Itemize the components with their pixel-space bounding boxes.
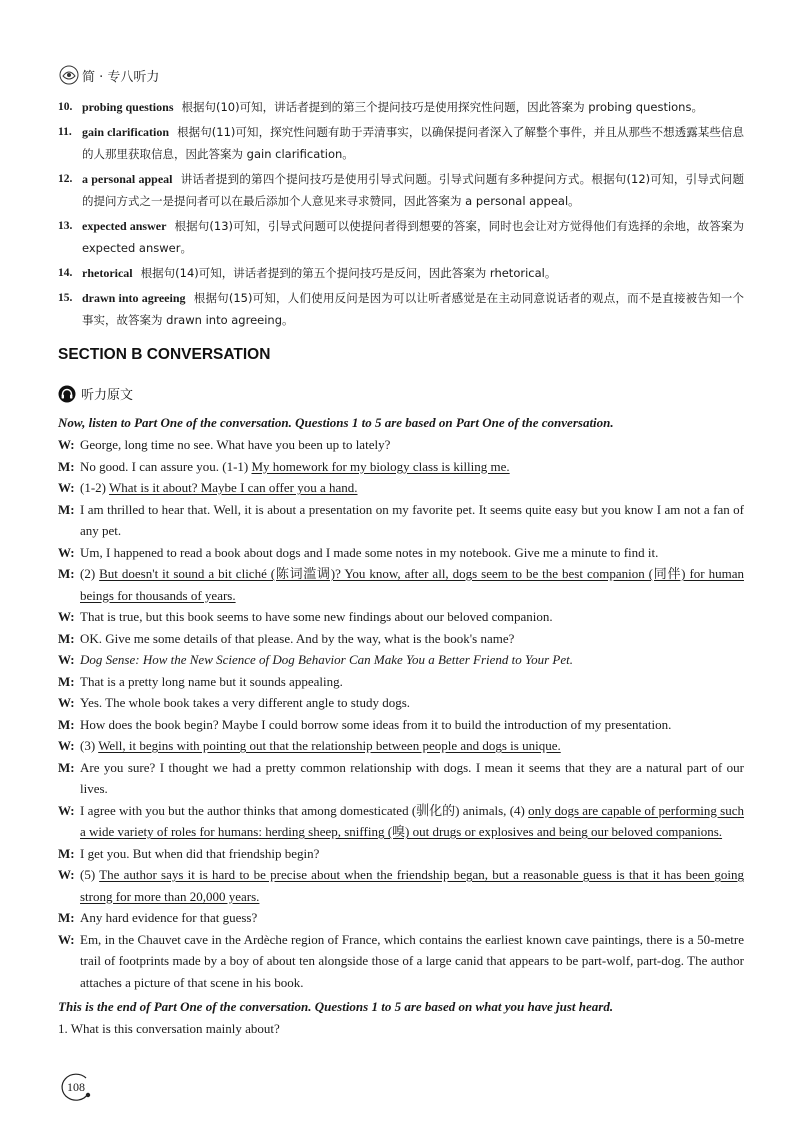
- dialogue: [58, 434, 744, 993]
- utterance-text: Dog Sense: How the New Science of Dog Behavior Can Make You a Better Friend to Your Pet.: [80, 652, 573, 667]
- dialogue-line: [58, 563, 744, 606]
- listening-script-label: 听力原文: [81, 388, 134, 403]
- dialogue-line: [58, 499, 744, 542]
- utterance-text: I get you. But when did that friendship begin?: [80, 845, 320, 861]
- page-number-text: 108: [67, 1080, 85, 1094]
- dialogue-line: [58, 800, 744, 843]
- speaker-label: M:: [58, 458, 75, 474]
- answer-key: rhetorical: [82, 266, 133, 280]
- header-title: 简 · 专八听力: [82, 69, 160, 85]
- answer-number: 11.: [58, 126, 72, 138]
- speaker-label: M:: [58, 501, 75, 517]
- answer-explanation: 讲话者提到的第四个提问技巧是使用引导式问题。引导式问题有多种提问方式。根据句(12)可知，引导式问题的提问方式之一是提问者可以在最后添加个人意见来寻求赞同，因此答案为 a personal appeal。: [82, 172, 744, 208]
- dialogue-line: [58, 649, 744, 671]
- utterance-text: Em, in the Chauvet cave in the Ardèche region of France, which contains the earliest known cave paintings, there is a 50-metre trail of footprints made by a boy of about ten alongside those of a large canid that appears to be part-wolf, part-dog. The author attaches a picture of that scene in his book.: [80, 931, 744, 990]
- dialogue-line: [58, 606, 744, 628]
- answer-body: [82, 121, 744, 165]
- speaker-label: W:: [58, 695, 75, 710]
- dialogue-line: [58, 843, 744, 865]
- answer-key: expected answer: [82, 219, 167, 233]
- transcript-intro: Now, listen to Part One of the conversation. Questions 1 to 5 are based on Part One of the conversation.: [58, 415, 614, 430]
- answer-explanation: 根据句(13)可知，引导式问题可以使提问者得到想要的答案，同时也会让对方觉得他们有选择的余地，故答案为 expected answer。: [82, 219, 745, 255]
- utterance-text: (2): [80, 566, 100, 581]
- speaker-label: M:: [58, 910, 75, 925]
- speaker-label: M:: [58, 759, 75, 775]
- utterance-text: (5): [80, 867, 100, 882]
- speaker-label: M:: [58, 566, 75, 581]
- utterance: [80, 907, 744, 929]
- answer-explanation: 根据句(14)可知，讲话者提到的第五个提问技巧是反问，因此答案为 rhetorical。: [140, 266, 557, 280]
- speaker-label: W:: [58, 480, 75, 495]
- answer-item: [58, 215, 744, 259]
- utterance: [80, 714, 744, 736]
- answer-key: gain clarification: [82, 125, 170, 139]
- dialogue-line: [58, 735, 744, 757]
- dialogue-line: [58, 907, 744, 929]
- speaker-label: W:: [58, 802, 75, 818]
- utterance: [80, 434, 744, 456]
- speaker-label: W:: [58, 437, 75, 452]
- listening-script-heading: [58, 384, 133, 403]
- dialogue-line: [58, 757, 744, 800]
- dialogue-line: [58, 542, 744, 564]
- speaker-label: W:: [58, 931, 75, 947]
- utterance: [80, 542, 744, 564]
- answer-body: [82, 96, 744, 118]
- underlined-answer-text: Well, it begins with pointing out that the relationship between people and dogs is unique.: [98, 738, 561, 753]
- speaker-label: W:: [58, 609, 75, 624]
- answer-key: drawn into agreeing: [82, 291, 186, 305]
- answer-number: 15.: [58, 292, 73, 304]
- speaker-label: W:: [58, 652, 75, 667]
- answer-item: [58, 168, 744, 212]
- book-logo-icon: [58, 64, 80, 86]
- answer-body: [82, 262, 744, 284]
- utterance: [80, 671, 744, 693]
- utterance-text: That is true, but this book seems to have some new findings about our beloved companion.: [80, 609, 553, 624]
- transcript-outro: This is the end of Part One of the conversation. Questions 1 to 5 are based on what you have just heard.: [58, 999, 614, 1014]
- utterance: [80, 499, 744, 542]
- dialogue-line: [58, 929, 744, 994]
- utterance: [80, 843, 744, 865]
- utterance-text: Yes. The whole book takes a very different angle to study dogs.: [80, 695, 411, 710]
- utterance-text: Are you sure? I thought we had a pretty common relationship with dogs. I mean it seems that they are a natural part of our lives.: [80, 759, 744, 796]
- utterance: [80, 929, 744, 994]
- utterance: [80, 477, 744, 499]
- speaker-label: W:: [58, 738, 75, 753]
- utterance-text: OK. Give me some details of that please. And by the way, what is the book's name?: [80, 630, 515, 646]
- answer-item: [58, 121, 744, 165]
- dialogue-line: [58, 692, 744, 714]
- answer-explanation: 根据句(11)可知，探究性问题有助于弄清事实，以确保提问者深入了解整个事件，并且从那些不想透露某些信息的人那里获取信息，因此答案为 gain clarification。: [82, 125, 744, 161]
- headphone-icon: [58, 385, 76, 403]
- utterance: [80, 628, 744, 650]
- answer-key: probing questions: [82, 100, 174, 114]
- utterance: [80, 757, 744, 800]
- underlined-answer-text: My homework for my biology class is killing me.: [251, 458, 510, 474]
- dialogue-line: [58, 628, 744, 650]
- answer-item: [58, 287, 744, 331]
- transcript: [58, 412, 744, 1040]
- utterance: [80, 606, 744, 628]
- page-header: [58, 62, 159, 88]
- utterance: [80, 800, 744, 843]
- utterance: [80, 456, 744, 478]
- utterance-text: How does the book begin? Maybe I could borrow some ideas from it to build the introduction of my presentation.: [80, 716, 672, 732]
- speaker-label: M:: [58, 845, 75, 861]
- speaker-label: M:: [58, 673, 75, 689]
- answer-body: [82, 215, 744, 259]
- utterance-text: I agree with you but the author thinks that among domesticated (驯化的) animals, (4): [80, 802, 529, 818]
- underlined-answer-text: What is it about? Maybe I can offer you a hand.: [109, 480, 358, 495]
- utterance: [80, 563, 744, 606]
- dialogue-line: [58, 434, 744, 456]
- section-title: SECTION B CONVERSATION: [58, 346, 271, 363]
- answer-explanation: 根据句(10)可知，讲话者提到的第三个提问技巧是使用探究性问题，因此答案为 probing questions。: [181, 100, 703, 114]
- answer-explanation: 根据句(15)可知，人们使用反问是因为可以让听者感觉是在主动同意说话者的观点，而不是直接被告知一个事实，故答案为 drawn into agreeing。: [82, 291, 744, 327]
- utterance-text: That is a pretty long name but it sounds appealing.: [80, 673, 343, 689]
- utterance-text: I am thrilled to hear that. Well, it is about a presentation on my favorite pet. It seems quite easy but you know I am not a fan of any pet.: [80, 501, 744, 538]
- answer-item: [58, 262, 744, 284]
- utterance: [80, 649, 744, 671]
- answer-number: 10.: [58, 101, 73, 113]
- dialogue-line: [58, 671, 744, 693]
- speaker-label: M:: [58, 630, 75, 646]
- page-number: [58, 1072, 92, 1102]
- underlined-answer-text: The author says it is hard to be precise about when the friendship began, but a reasonable guess is that it has been going strong for more than 20,000 years.: [80, 867, 744, 904]
- utterance: [80, 692, 744, 714]
- utterance-text: Any hard evidence for that guess?: [80, 910, 258, 925]
- answer-number: 13.: [58, 220, 73, 232]
- utterance-text: (1-2): [80, 480, 110, 495]
- utterance-text: Um, I happened to read a book about dogs and I made some notes in my notebook. Give me a minute to find it.: [80, 544, 659, 560]
- dialogue-line: [58, 714, 744, 736]
- utterance: [80, 735, 744, 757]
- answer-key: a personal appeal: [82, 172, 173, 186]
- utterance-text: No good. I can assure you. (1-1): [80, 458, 252, 474]
- dialogue-line: [58, 864, 744, 907]
- answer-number: 14.: [58, 267, 73, 279]
- answer-item: [58, 96, 744, 118]
- utterance-text: (3): [80, 738, 99, 753]
- underlined-answer-text: But doesn't it sound a bit cliché (陈词滥调)? You know, after all, dogs seem to be the best companion (同伴) for human beings for thousands of years.: [80, 566, 744, 603]
- speaker-label: M:: [58, 716, 75, 732]
- utterance-text: George, long time no see. What have you been up to lately?: [80, 437, 391, 452]
- utterance: [80, 864, 744, 907]
- answer-body: [82, 168, 744, 212]
- underlined-answer-text: only dogs are capable of performing such a wide variety of roles for humans: herding sheep, sniffing (嗅) out drugs or explosives and being our beloved companions.: [80, 802, 745, 839]
- speaker-label: W:: [58, 544, 75, 560]
- answer-explanations: [58, 96, 744, 334]
- answer-body: [82, 287, 744, 331]
- answer-number: 12.: [58, 173, 73, 185]
- dialogue-line: [58, 456, 744, 478]
- dialogue-line: [58, 477, 744, 499]
- speaker-label: W:: [58, 867, 75, 882]
- question-1: 1. What is this conversation mainly about?: [58, 1021, 280, 1036]
